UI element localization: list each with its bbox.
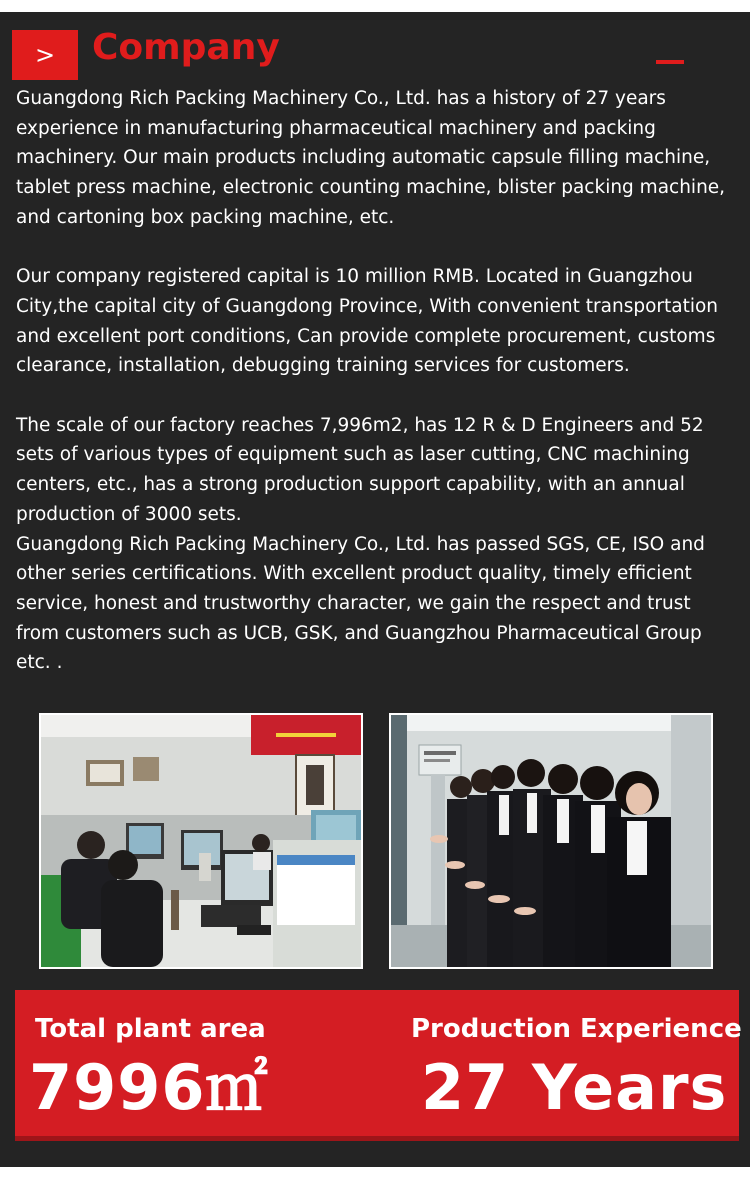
plant-area-value: 7996㎡ bbox=[29, 1051, 269, 1124]
arrow-glyph: > bbox=[34, 41, 56, 69]
experience-value: 27 Years bbox=[421, 1051, 728, 1124]
company-description bbox=[16, 84, 738, 678]
staff-photo bbox=[389, 713, 713, 969]
paragraph-history: Guangdong Rich Packing Machinery Co., Ltd. has a history of 27 years experience in manufacturing pharmaceutical machinery and packing machinery. Our main products including automatic capsule filling machine, tablet press machine, electronic counting machine, blister packing machine, and cartoning box packing machine, etc. bbox=[16, 88, 726, 228]
plant-area-label: Total plant area bbox=[35, 1014, 266, 1044]
office-photo bbox=[39, 713, 363, 969]
paragraph-factory: The scale of our factory reaches 7,996m2, has 12 R & D Engineers and 52 sets of various types of equipment such as laser cutting, CNC machining centers, etc., has a strong production support capability, with an annual production of 3000 sets. bbox=[16, 414, 704, 525]
paragraph-gap bbox=[16, 381, 738, 411]
company-section bbox=[0, 12, 750, 1167]
section-title: Company bbox=[92, 27, 280, 68]
stats-band bbox=[15, 990, 742, 1141]
office-photo-illustration bbox=[41, 715, 361, 967]
experience-label: Production Experience bbox=[411, 1014, 742, 1044]
section-arrow-icon bbox=[12, 30, 78, 80]
paragraph-location: Our company registered capital is 10 million RMB. Located in Guangzhou City,the capital city of Guangdong Province, With convenient transportation and excellent port conditions, Can provide complete procurement, customs clearance, installation, debugging training services for customers. bbox=[16, 266, 719, 377]
title-dash-decoration bbox=[656, 60, 684, 64]
paragraph-gap bbox=[16, 233, 738, 263]
paragraph-certifications: Guangdong Rich Packing Machinery Co., Ltd. has passed SGS, CE, ISO and other series certifications. With excellent product quality, timely efficient service, honest and trustworthy character, we gain the respect and trust from customers such as UCB, GSK, and Guangzhou Pharmaceutical Group etc. . bbox=[16, 533, 705, 674]
staff-photo-illustration bbox=[391, 715, 711, 967]
